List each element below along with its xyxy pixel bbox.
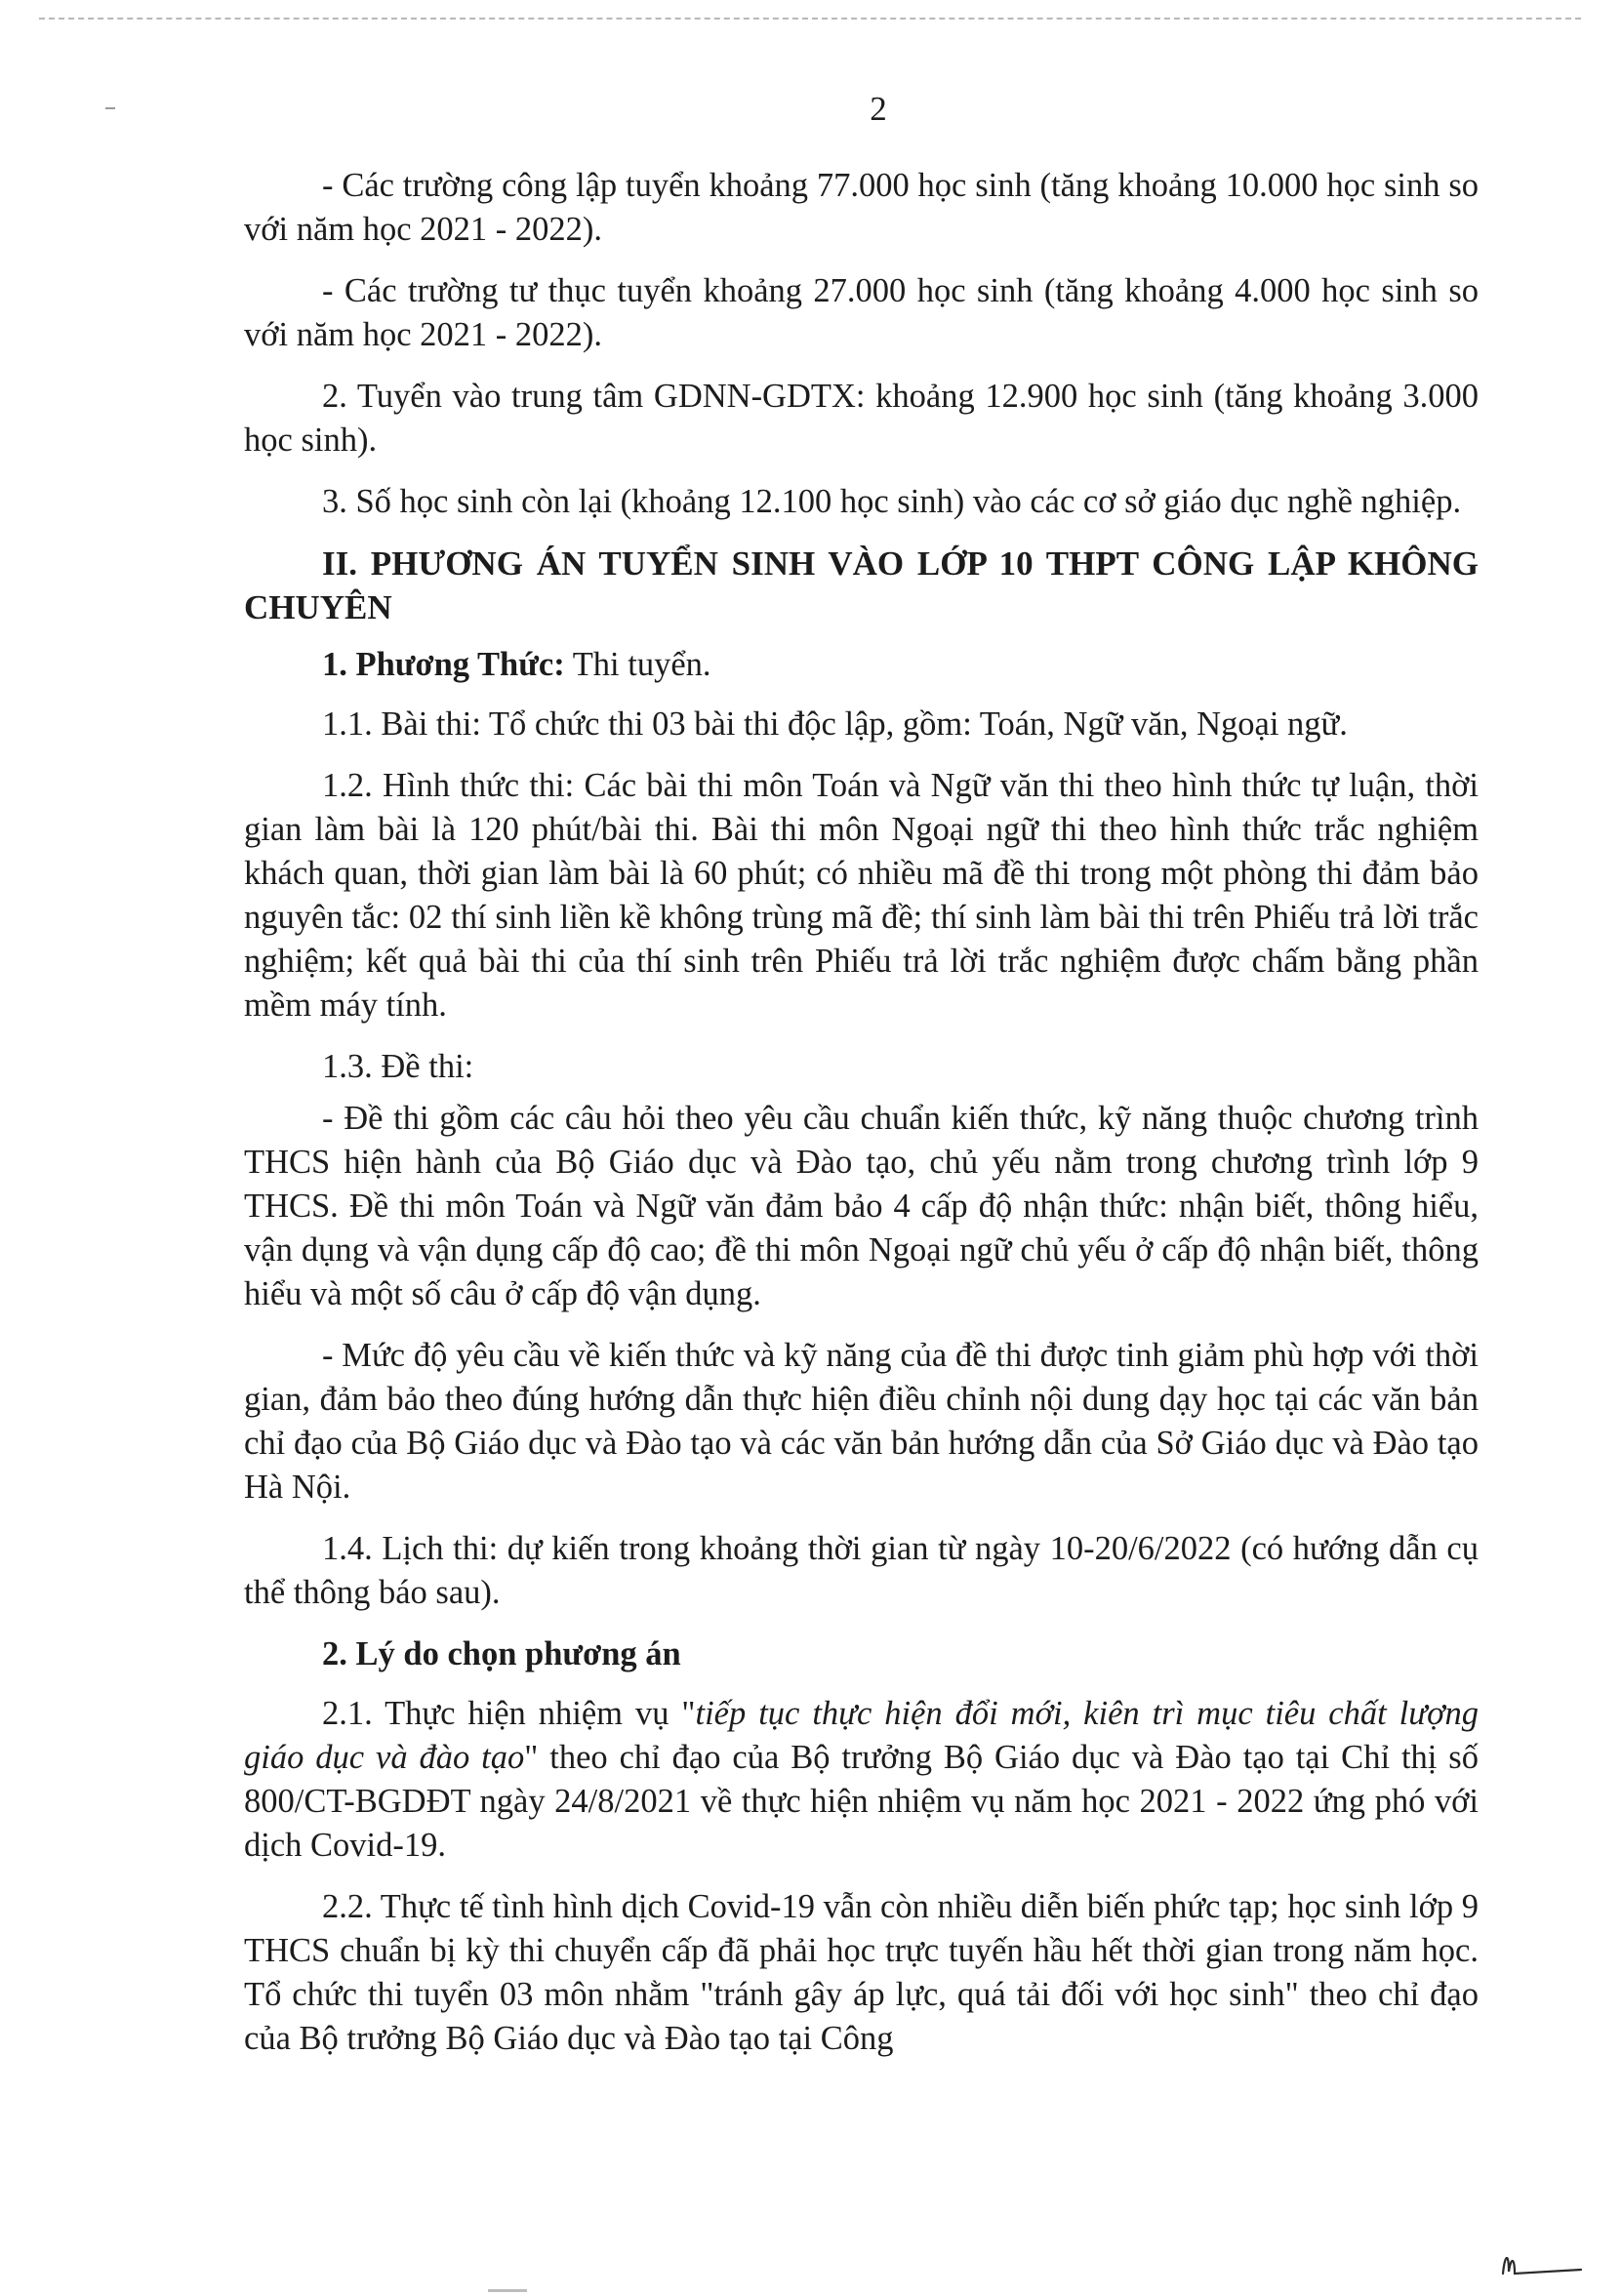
paragraph: - Các trường tư thục tuyển khoảng 27.000 học sinh (tăng khoảng 4.000 học sinh so với năm học 2021 - 2022). xyxy=(244,272,1479,353)
document-body xyxy=(244,164,1479,2078)
paragraph: 1.3. Đề thi: xyxy=(322,1048,474,1085)
paragraph: 3. Số học sinh còn lại (khoảng 12.100 học sinh) vào các cơ sở giáo dục nghề nghiệp. xyxy=(322,483,1462,520)
paragraph: 1.4. Lịch thi: dự kiến trong khoảng thời gian từ ngày 10-20/6/2022 (có hướng dẫn cụ thể thông báo sau). xyxy=(244,1530,1479,1611)
method-label: 1. Phương Thức: xyxy=(322,646,565,683)
paragraph: 2. Tuyển vào trung tâm GDNN-GDTX: khoảng 12.900 học sinh (tăng khoảng 3.000 học sinh). xyxy=(244,378,1479,459)
paragraph: 1.2. Hình thức thi: Các bài thi môn Toán và Ngữ văn thi theo hình thức tự luận, thời gian làm bài là 120 phút/bài thi. Bài thi môn Ngoại ngữ thi theo hình thức trắc nghiệm khách quan, thời gian làm bài là 60 phút; có nhiều mã đề thi trong một phòng thi đảm bảo nguyên tắc: 02 thí sinh liền kề không trùng mã đề; thí sinh làm bài thi trên Phiếu trả lời trắc nghiệm; kết quả bài thi của thí sinh trên Phiếu trả lời trắc nghiệm được chấm bằng phần mềm máy tính. xyxy=(244,767,1479,1024)
method-value: Thi tuyển. xyxy=(564,646,711,683)
reason-1-prefix: 2.1. Thực hiện nhiệm vụ " xyxy=(322,1695,696,1732)
scan-mark-bottom xyxy=(488,2289,527,2292)
reason-1-suffix: " theo chỉ đạo của Bộ trưởng Bộ Giáo dục và Đào tạo tại Chỉ thị số 800/CT-BGDĐT ngày 24/8/2021 về thực hiện nhiệm vụ năm học 2021 - 2022 ứng phó với dịch Covid-19. xyxy=(244,1739,1479,1864)
method-line xyxy=(244,643,1479,687)
paragraph: - Các trường công lập tuyển khoảng 77.000 học sinh (tăng khoảng 10.000 học sinh so với năm học 2021 - 2022). xyxy=(244,167,1479,248)
reason-heading: 2. Lý do chọn phương án xyxy=(322,1635,681,1672)
reason-1-quote: tiếp tục thực hiện đổi mới, kiên trì mục tiêu chất lượng giáo dục và đào tạo xyxy=(244,1695,1479,1776)
paragraph: 1.1. Bài thi: Tổ chức thi 03 bài thi độc lập, gồm: Toán, Ngữ văn, Ngoại ngữ. xyxy=(322,705,1348,743)
paragraph-reason-2: 2.2. Thực tế tình hình dịch Covid-19 vẫn còn nhiều diễn biến phức tạp; học sinh lớp 9 THCS chuẩn bị kỳ thi chuyển cấp đã phải học trực tuyến hầu hết thời gian trong năm học. Tổ chức thi tuyển 03 môn nhằm "tránh gây áp lực, quá tải đối với học sinh" theo chỉ đạo của Bộ trưởng Bộ Giáo dục và Đào tạo tại Công xyxy=(244,1888,1479,2057)
section-heading: II. PHƯƠNG ÁN TUYỂN SINH VÀO LỚP 10 THPT CÔNG LẬP KHÔNG CHUYÊN xyxy=(244,544,1479,626)
scan-border-top xyxy=(39,18,1581,20)
initial-signature xyxy=(1495,2244,1583,2283)
paragraph: - Mức độ yêu cầu về kiến thức và kỹ năng của đề thi được tinh giảm phù hợp với thời gian, đảm bảo theo đúng hướng dẫn thực hiện điều chỉnh nội dung dạy học tại các văn bản chỉ đạo của Bộ Giáo dục và Đào tạo và các văn bản hướng dẫn của Sở Giáo dục và Đào tạo Hà Nội. xyxy=(244,1337,1479,1506)
paragraph-reason-1 xyxy=(244,1692,1479,1868)
page-number: 2 xyxy=(870,90,887,128)
paragraph: - Đề thi gồm các câu hỏi theo yêu cầu chuẩn kiến thức, kỹ năng thuộc chương trình THCS hiện hành của Bộ Giáo dục và Đào tạo, chủ yếu nằm trong chương trình lớp 9 THCS. Đề thi môn Toán và Ngữ văn đảm bảo 4 cấp độ nhận thức: nhận biết, thông hiểu, vận dụng và vận dụng cấp độ cao; đề thi môn Ngoại ngữ chủ yếu ở cấp độ nhận biết, thông hiểu và một số câu ở cấp độ vận dụng. xyxy=(244,1100,1479,1312)
